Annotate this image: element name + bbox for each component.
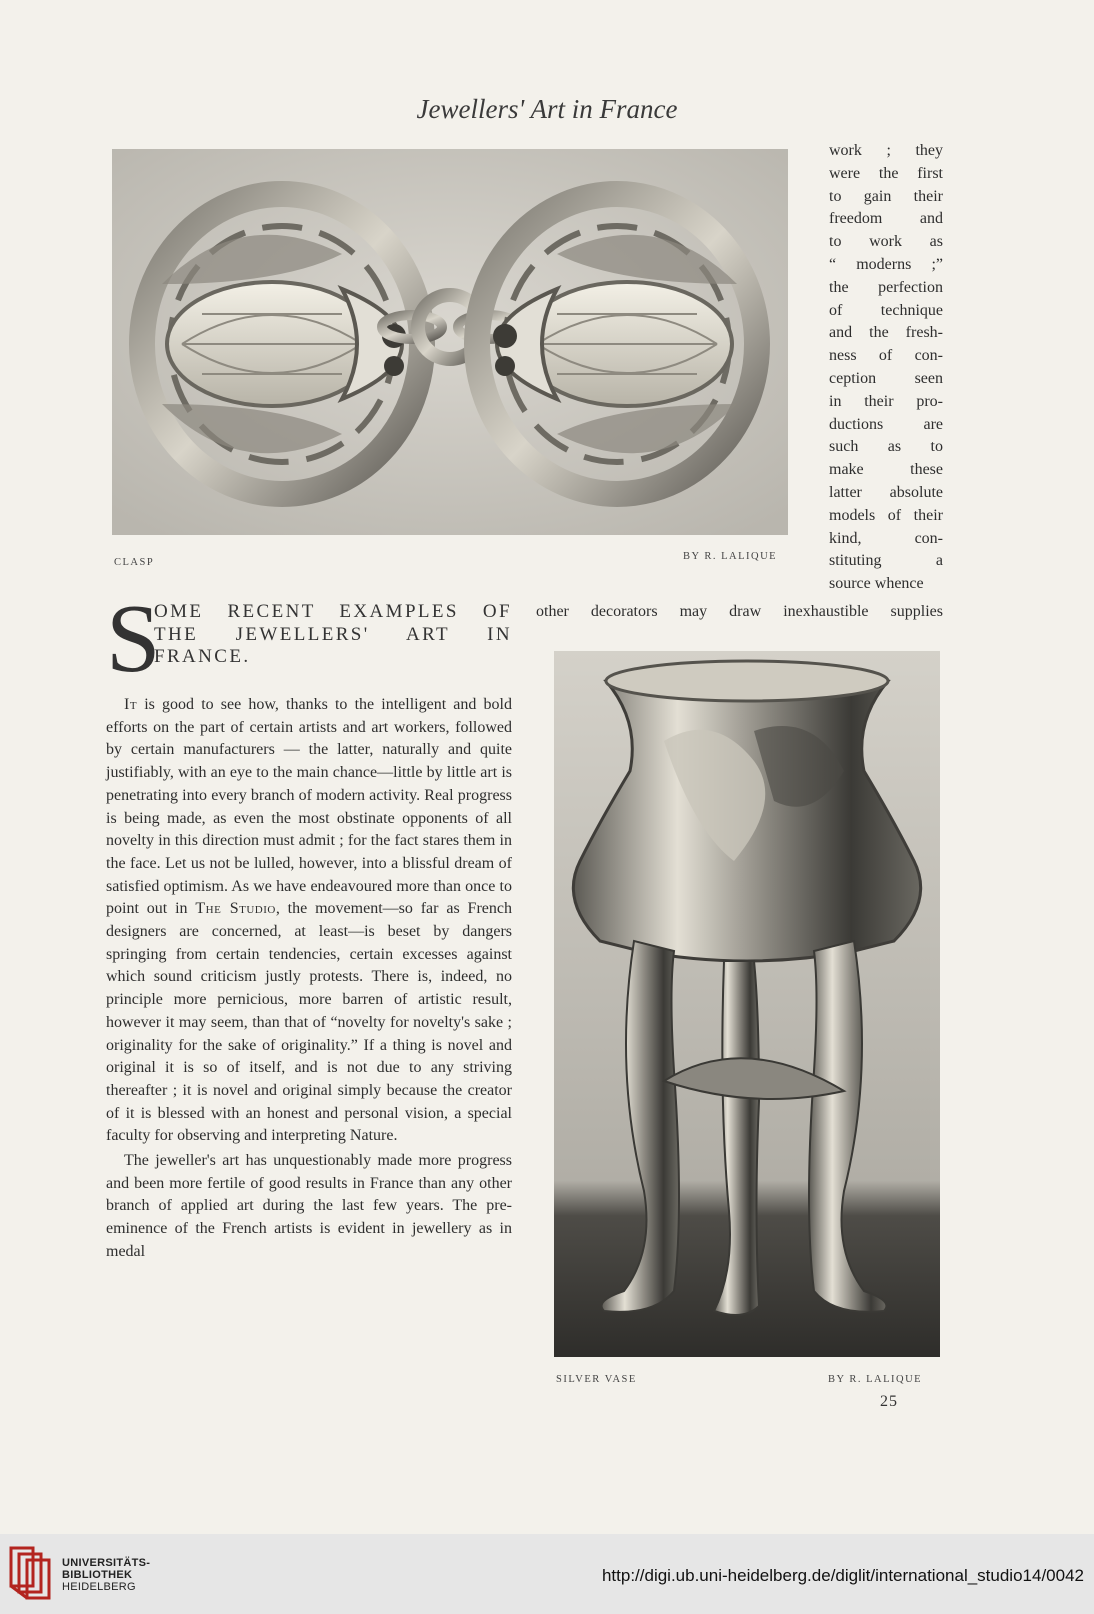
right-column-line: to work as — [829, 233, 943, 251]
right-column-line: work ; they — [829, 142, 943, 159]
source-url-link[interactable]: http://digi.ub.uni-heidelberg.de/diglit/international_studio14/0042 — [601, 1566, 1084, 1585]
right-column-line: freedom and — [829, 210, 943, 228]
right-column-line: such as to — [829, 438, 943, 456]
magazine-name: The Studio — [195, 900, 276, 918]
drop-cap: S — [106, 585, 161, 693]
right-column-line: ness of con- — [829, 347, 943, 365]
right-column-line: ductions are — [829, 415, 943, 433]
library-logo-icon — [9, 1546, 51, 1600]
right-column-line: latter absolute — [829, 483, 943, 501]
right-column-line: in their pro- — [829, 392, 943, 410]
right-column-line: were the first — [829, 164, 943, 182]
right-column-line: ception seen — [829, 369, 943, 387]
right-column-line: to gain their — [829, 187, 943, 205]
vase-caption-label: SILVER VASE — [556, 1374, 637, 1385]
headline-text — [154, 601, 512, 669]
page-number: 25 — [880, 1393, 898, 1410]
paragraph-1: It is good to see how, thanks to the intelligent and bold efforts on the part of certain artists and art workers, followed by certain manufacturers — the latter, naturally and quite justifiably, with an eye to the main chance—little by little art is penetrating into every branch of modern activity. Real progress is being made, as even the most obstinate opponents of all novelty in this direction must admit ; for the fact stares them in the face. Let us not be lulled, however, into a blissful dream of satisfied optimism. As we have endeavoured more than once to point out in The Studio, the movement—so far as French designers are concerned, at least—is beset by dangers springing from certain tendencies, certain excesses against which sound criticism justly protests. There is, indeed, no principle more pernicious, more barren of artistic result, however it may seem, than that of “novelty for novelty's sake ; originality for the sake of originality.” If a thing is novel and original it is so of itself, and is not due to any striving thereafter ; it is novel and original simply because the creator of it is blessed with an honest and personal vision, a special faculty for observing and interpreting Nature. — [106, 696, 512, 1145]
right-column-line: make these — [829, 461, 943, 479]
running-head: Jewellers' Art in France — [416, 94, 678, 124]
library-name: UNIVERSITÄTS- BIBLIOTHEK HEIDELBERG — [62, 1557, 151, 1593]
headline-line: THE JEWELLERS' ART IN — [154, 623, 512, 645]
clasp-caption-label: CLASP — [114, 557, 155, 568]
right-column-line: kind, con- — [829, 529, 943, 547]
paragraph-2: The jeweller's art has unquestionably made more progress and been more fertile of good results in France than any other branch of applied art during the last few years. The pre-eminence of the French artists is evident in jewellery as in medal — [106, 1152, 512, 1260]
right-column-text — [829, 140, 943, 596]
headline-line: FRANCE. — [154, 646, 251, 667]
article-body — [106, 694, 512, 1264]
right-column-line: “ moderns ;” — [829, 255, 943, 273]
right-column-line: of technique — [829, 301, 943, 319]
right-column-line: stituting a — [829, 552, 943, 570]
headline-line: OME RECENT EXAMPLES OF — [154, 601, 512, 622]
right-column-line: models of their — [829, 506, 943, 524]
right-column-line: source whence — [829, 575, 924, 593]
vase-caption-credit: BY R. LALIQUE — [828, 1374, 923, 1385]
library-footer — [0, 1534, 1094, 1614]
clasp-caption-credit: BY R. LALIQUE — [683, 551, 778, 562]
clasp-photo — [112, 149, 788, 535]
paragraph-1-opening: It — [124, 696, 138, 713]
right-column-continuation: other decorators may draw inexhaustible supplies — [536, 603, 943, 620]
right-column-line: and the fresh- — [829, 324, 943, 342]
right-column-line: the perfection — [829, 278, 943, 296]
silver-vase-photo — [554, 651, 940, 1357]
